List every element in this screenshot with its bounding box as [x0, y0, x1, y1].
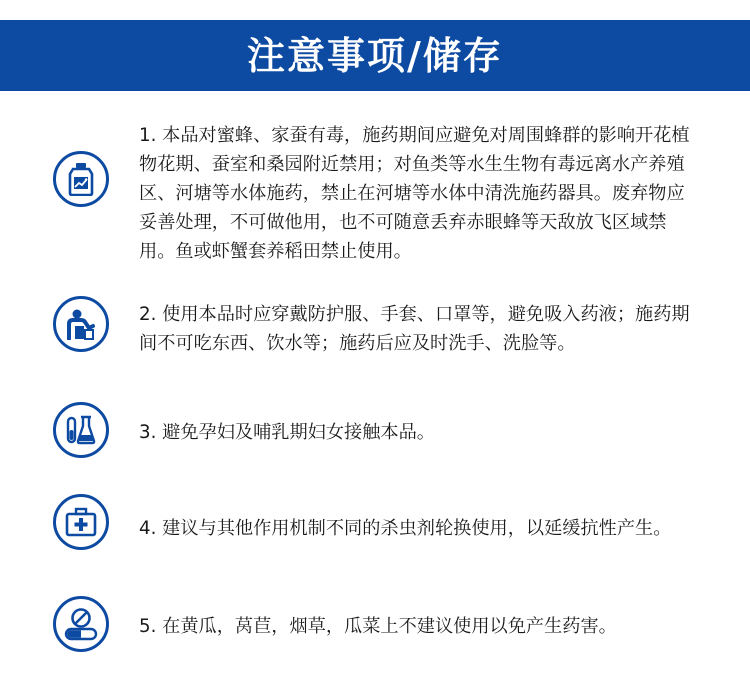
pill-prohibited-icon [53, 596, 109, 652]
item-text: 2. 使用本品时应穿戴防护服、手套、口罩等，避免吸入药液；施药期间不可吃东西、饮水等；施药后应及时洗手、洗脸等。 [139, 304, 690, 354]
section-header [0, 20, 750, 91]
page-title: 注意事项/储存 [247, 33, 503, 78]
medical-kit-icon [53, 494, 109, 550]
item-text: 5. 在黄瓜，莴苣，烟草，瓜菜上不建议使用以免产生药害。 [139, 616, 617, 637]
item-text: 4. 建议与其他作用机制不同的杀虫剂轮换使用，以延缓抗性产生。 [139, 518, 672, 539]
item-text: 3. 避免孕妇及哺乳期妇女接触本品。 [139, 422, 435, 443]
item-text: 1. 本品对蜜蜂、家蚕有毒，施药期间应避免对周围蜂群的影响开花植物花期、蚕室和桑园附近禁用；对鱼类等水生生物有毒远离水产养殖区、河塘等水体施药，禁止在河塘等水体中清洗施药器具。废弃物应妥善处理，不可做他用，也不可随意丢弃赤眼蜂等天敌放飞区域禁用。鱼或虾蟹套养稻田禁止使用。 [139, 125, 690, 262]
protective-worker-icon [53, 296, 109, 352]
top-margin [0, 0, 750, 20]
lab-flask-icon [53, 402, 109, 458]
pesticide-bottle-icon [53, 151, 109, 207]
